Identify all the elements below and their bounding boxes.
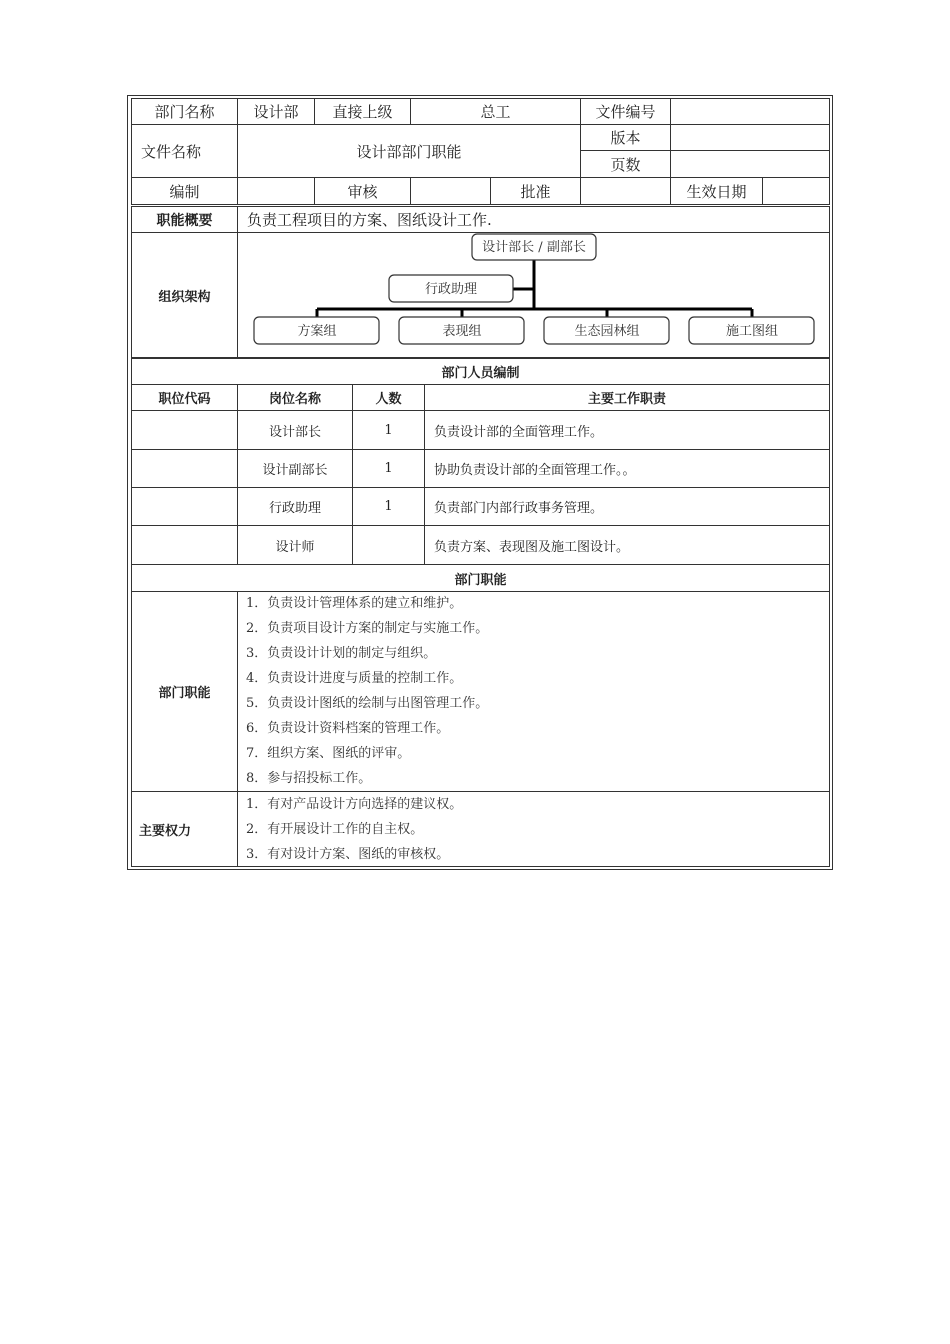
staffing-code: [131, 525, 238, 565]
staffing-post: 设计部长: [237, 410, 353, 450]
doc-no-value: [670, 98, 830, 125]
org-node-group-label: 生态园林组: [574, 324, 640, 339]
file-name-label: 文件名称: [131, 124, 238, 178]
version-value: [670, 124, 830, 151]
pages-label: 页数: [580, 150, 671, 178]
list-item: 6．负责设计资料档案的管理工作。: [246, 721, 450, 736]
staffing-count: 1: [352, 410, 425, 450]
staffing-post: 行政助理: [237, 487, 353, 526]
functions-label: 部门职能: [131, 591, 238, 792]
version-label: 版本: [580, 124, 671, 151]
list-item: 5．负责设计图纸的绘制与出图管理工作。: [246, 696, 489, 711]
reviewed-label: 审核: [314, 177, 411, 205]
functions-title: 部门职能: [131, 564, 830, 592]
superior-value: 总工: [410, 98, 581, 125]
staffing-header-duty: 主要工作职责: [424, 384, 830, 411]
list-item: 4．负责设计进度与质量的控制工作。: [246, 671, 463, 686]
staffing-count: 1: [352, 449, 425, 488]
staffing-duty: 负责部门内部行政事务管理。: [424, 487, 830, 526]
org-node-assistant-label: 行政助理: [424, 282, 478, 297]
staffing-header-code: 职位代码: [131, 384, 238, 411]
powers-label: 主要权力: [131, 791, 238, 867]
list-item: 3．负责设计计划的制定与组织。: [246, 646, 437, 661]
staffing-duty: 负责方案、表现图及施工图设计。: [424, 525, 830, 565]
org-node-head-label: 设计部长 / 副部长: [482, 240, 586, 255]
reviewed-value: [410, 177, 491, 205]
staffing-count: [352, 525, 425, 565]
approved-label: 批准: [490, 177, 581, 205]
list-item: 1．有对产品设计方向选择的建议权。: [246, 797, 463, 812]
effective-label: 生效日期: [670, 177, 763, 205]
list-item: 2．有开展设计工作的自主权。: [246, 822, 424, 837]
staffing-count: 1: [352, 487, 425, 526]
dept-name-label: 部门名称: [131, 98, 238, 125]
superior-label: 直接上级: [314, 98, 411, 125]
approved-value: [580, 177, 671, 205]
staffing-code: [131, 410, 238, 450]
functions-list: [246, 591, 488, 791]
prepared-value: [237, 177, 315, 205]
file-name-value: 设计部部门职能: [237, 124, 581, 178]
staffing-title: 部门人员编制: [131, 358, 830, 385]
dept-name-value: 设计部: [237, 98, 315, 125]
org-chart: [238, 233, 829, 357]
staffing-duty: 负责设计部的全面管理工作。: [424, 410, 830, 450]
list-item: 8．参与招投标工作。: [246, 771, 372, 786]
staffing-post: 设计师: [237, 525, 353, 565]
effective-value: [762, 177, 830, 205]
summary-label: 职能概要: [131, 206, 238, 233]
list-item: 7．组织方案、图纸的评审。: [246, 746, 411, 761]
staffing-duty: 协助负责设计部的全面管理工作。。: [424, 449, 830, 488]
powers-list: [246, 792, 462, 867]
list-item: 3．有对设计方案、图纸的审核权。: [246, 847, 450, 862]
staffing-header-post: 岗位名称: [237, 384, 353, 411]
doc-no-label: 文件编号: [580, 98, 671, 125]
list-item: 1．负责设计管理体系的建立和维护。: [246, 596, 463, 611]
org-node-group-label: 表现组: [442, 324, 482, 339]
staffing-header-count: 人数: [352, 384, 425, 411]
staffing-code: [131, 449, 238, 488]
staffing-post: 设计副部长: [237, 449, 353, 488]
list-item: 2．负责项目设计方案的制定与实施工作。: [246, 621, 489, 636]
summary-text: 负责工程项目的方案、图纸设计工作.: [237, 206, 830, 233]
org-label: 组织架构: [131, 232, 238, 358]
pages-value: [670, 150, 830, 178]
org-node-group-label: 方案组: [297, 324, 337, 339]
staffing-code: [131, 487, 238, 526]
org-node-group-label: 施工图组: [725, 324, 779, 339]
prepared-label: 编制: [131, 177, 238, 205]
